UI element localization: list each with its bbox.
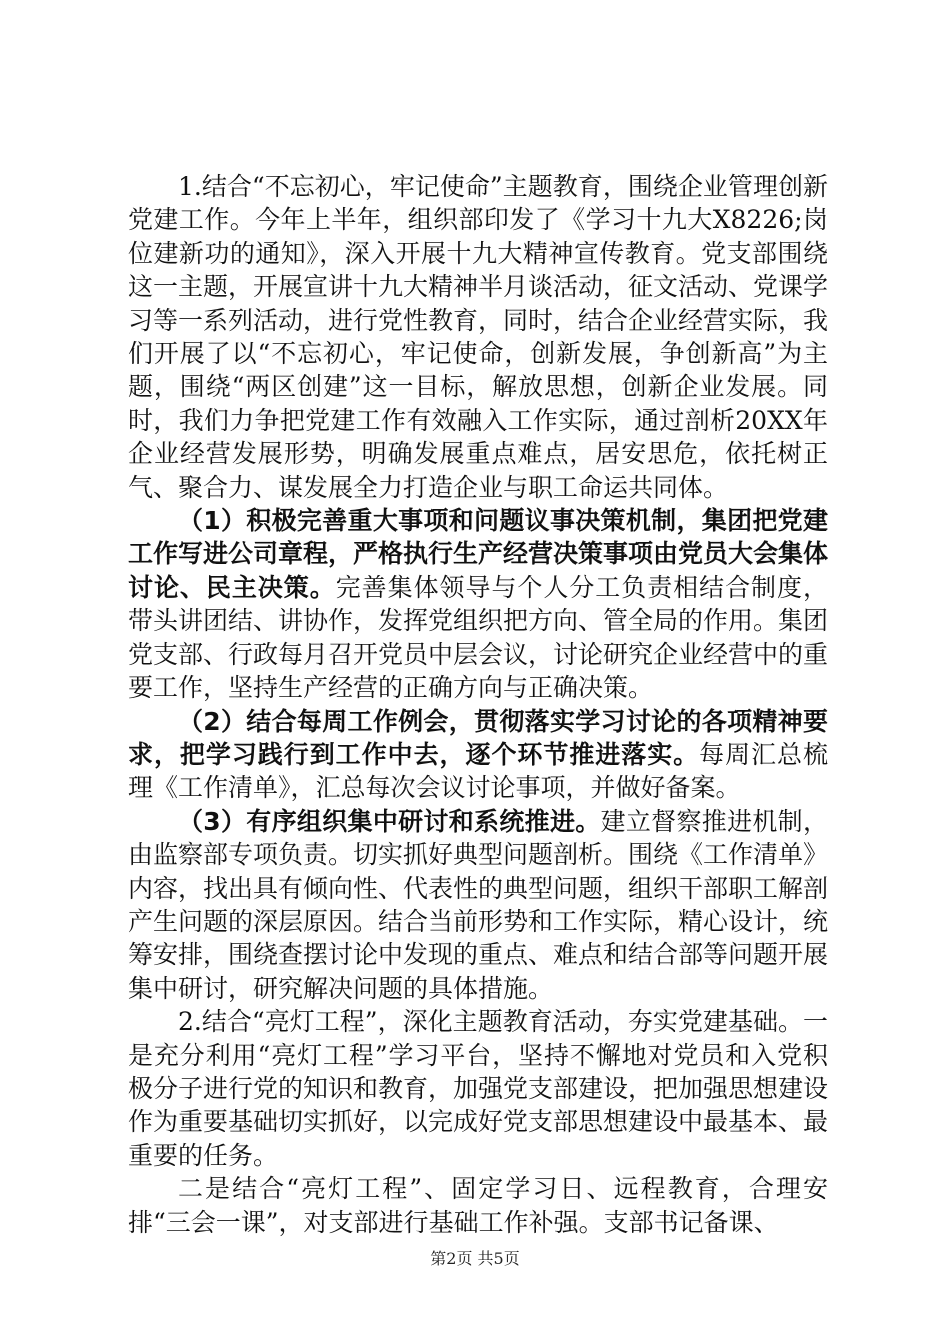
paragraph-1-text: 1.结合“不忘初心，牢记使命”主题教育，围绕企业管理创新党建工作。今年上半年，组织部印发了《学习十九大X8226;岗位建新功的通知》，深入开展十九大精神宣传教育。党支部围绕这一主题，开展宣讲十九大精神半月谈活动，征文活动、党课学习等一系列活动，进行党性教育，同时，结合企业经营实际，我们开展了以“不忘初心，牢记使命，创新发展，争创新高”为主题，围绕“两区创建”这一目标，解放思想，创新企业发展。同时，我们力争把党建工作有效融入工作实际，通过剖析20XX年企业经营发展形势，明确发展重点难点，居安思危，依托树正气、聚合力、谋发展全力打造企业与职工命运共同体。 bbox=[128, 172, 829, 502]
paragraph-5 bbox=[128, 1005, 828, 1172]
paragraph-1 bbox=[128, 170, 828, 504]
paragraph-4-bold: （3）有序组织集中研讨和系统推进。 bbox=[178, 806, 601, 836]
page-footer bbox=[0, 1246, 950, 1269]
paragraph-3-text: 每周汇总梳理《工作清单》，汇总每次会议讨论事项，并做好备案。 bbox=[128, 739, 828, 803]
paragraph-5-text: 2.结合“亮灯工程”，深化主题教育活动，夯实党建基础。一是充分利用“亮灯工程”学习平台，坚持不懈地对党员和入党积极分子进行党的知识和教育，加强党支部建设，把加强思想建设作为重要基础切实抓好，以完成好党支部思想建设中最基本、最重要的任务。 bbox=[128, 1007, 829, 1170]
paragraph-3-bold: （2）结合每周工作例会，贯彻落实学习讨论的各项精神要求，把学习践行到工作中去，逐个环节推进落实。 bbox=[128, 706, 828, 769]
document-body bbox=[128, 170, 828, 1239]
paragraph-6 bbox=[128, 1172, 828, 1239]
paragraph-2-text: 完善集体领导与个人分工负责相结合制度，带头讲团结、讲协作，发挥党组织把方向、管全局的作用。集团党支部、行政每月召开党员中层会议，讨论研究企业经营中的重要工作，坚持生产经营的正确方向与正确决策。 bbox=[128, 572, 829, 703]
paragraph-4 bbox=[128, 805, 828, 1005]
paragraph-4-text: 建立督察推进机制，由监察部专项负责。切实抓好典型问题剖析。围绕《工作清单》内容，找出具有倾向性、代表性的典型问题，组织干部职工解剖产生问题的深层原因。结合当前形势和工作实际，精心设计，统筹安排，围绕查摆讨论中发现的重点、难点和结合部等问题开展集中研讨，研究解决问题的具体措施。 bbox=[128, 806, 829, 1003]
page-number-label: 第2页 共5页 bbox=[430, 1249, 520, 1268]
paragraph-3 bbox=[128, 705, 828, 805]
paragraph-6-text: 二是结合“亮灯工程”、固定学习日、远程教育，合理安排“三会一课”，对支部进行基础工作补强。支部书记备课、 bbox=[128, 1174, 828, 1237]
paragraph-2 bbox=[128, 504, 828, 704]
paragraph-2-bold: （1）积极完善重大事项和问题议事决策机制，集团把党建工作写进公司章程，严格执行生产经营决策事项由党员大会集体讨论、民主决策。 bbox=[128, 506, 829, 602]
